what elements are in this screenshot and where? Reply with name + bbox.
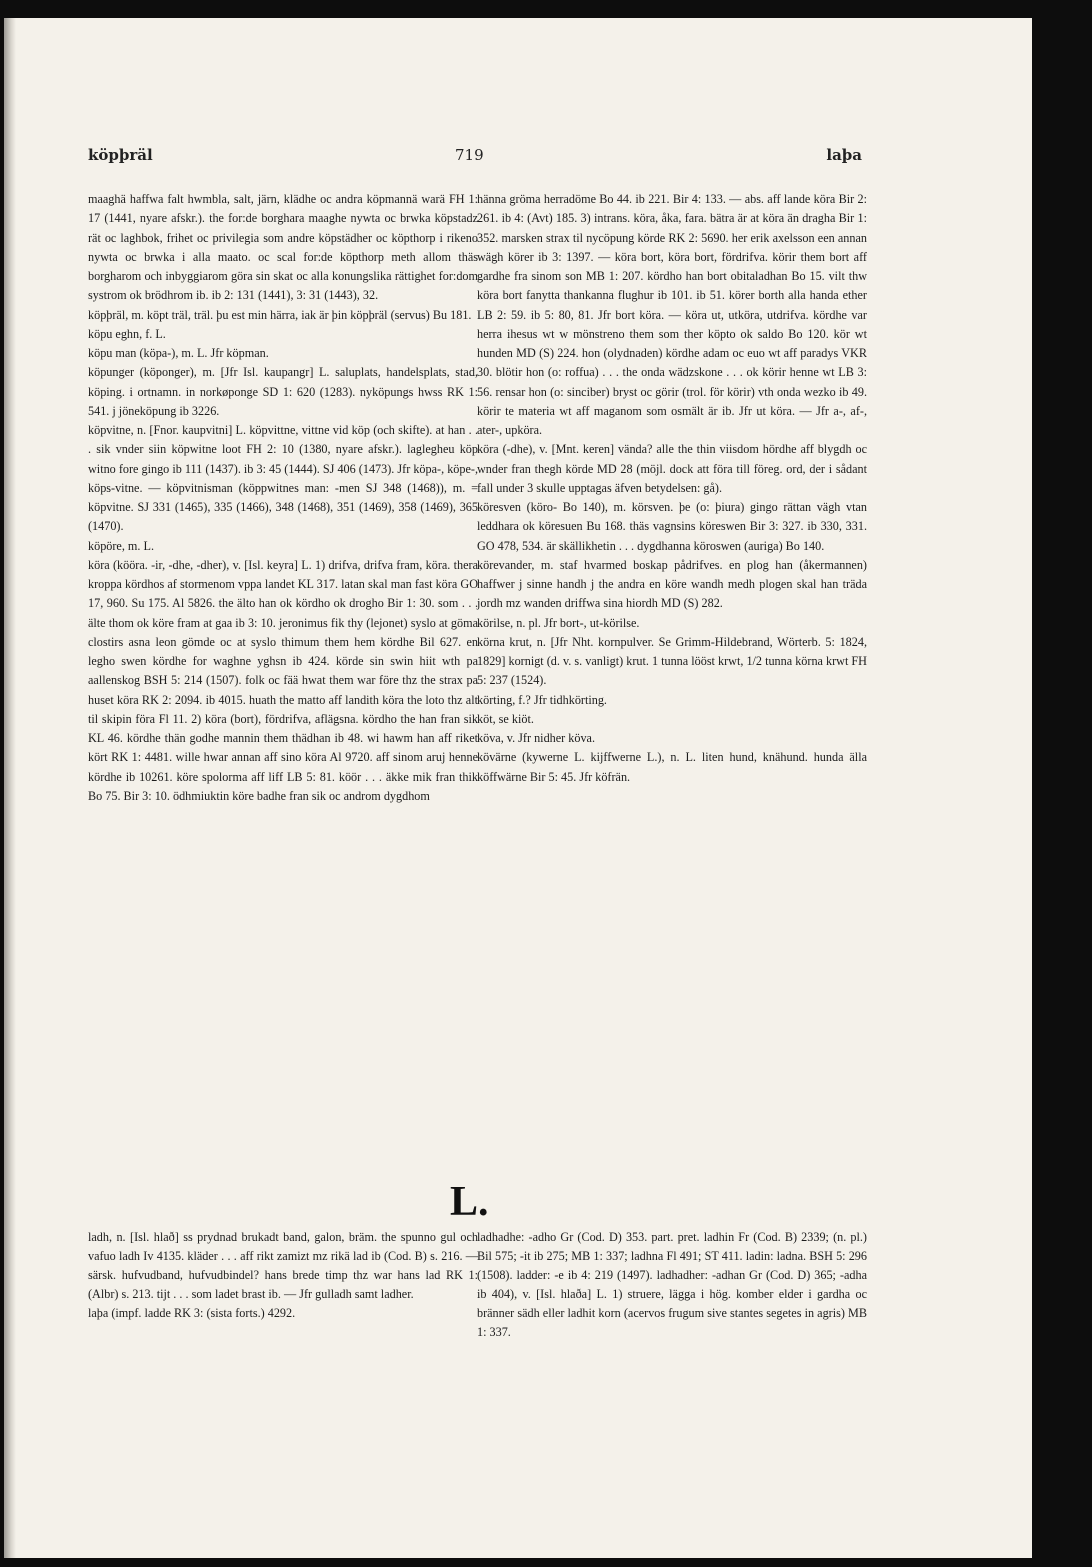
bottom-right-column: [477, 1228, 867, 1342]
entry-paragraph: köra (-dhe), v. [Mnt. keren] vända? alle the thin viisdom hördhe aff blygdh oc wnder fran thegh körde MD 28 (möjl. dock att föra till föreg. ord, der i sådant fall under 3 skulle upptagas äfven betydelsen: gå).: [477, 442, 867, 495]
entry-paragraph: ladh, n. [Isl. hlað] ss prydnad brukadt band, galon, bräm. the spunno gul och vafuo ladh Iv 4135. kläder . . . aff rikt zamizt mz rikä lad ib (Cod. B) s. 216. — särsk. hufvudband, hufvudbindel? hans brede timp thz war hans lad RK 1: (Albr) s. 213. tijt . . . som ladet brast ib. — Jfr gulladh samt ladher.: [88, 1230, 478, 1301]
bottom-left-column: [88, 1228, 478, 1323]
entry-paragraph: laþa (impf. ladde RK 3: (sista forts.) 4292.: [88, 1306, 296, 1320]
entry-paragraph: körilse, n. pl. Jfr bort-, ut-körilse.: [477, 615, 640, 630]
left-column: [88, 190, 478, 806]
entry-paragraph: ladhadhe: -adho Gr (Cod. D) 353. part. pret. ladhin Fr (Cod. B) 2339; (n. pl.) Bil 575; -it ib 275; MB 1: 337; ladhna Fl 491; ST 411. ladin: ladna. BSH 5: 296 (1508). ladder: -e ib 4: 219 (1497). ladhadher: -adhan Gr (Cod. D) 365; -adha ib 404), v. [Isl. hlaða] L. 1) struere, lägga i hög. komber elder i gardha oc bränner sädh eller ladhit korn (acervos frugum sive stantes segetes in agris) MB 1: 337.: [477, 1230, 867, 1339]
entry-paragraph: köra (kööra. -ir, -dhe, -dher), v. [Isl. keyra] L. 1) drifva, drifva fram, köra. thera kroppa kördhos af stormenom vppa landet KL 317. latan skal man fast köra GO 17, 960. Su 175. Al 5826. the älto han ok kördho ok drogho Bir 1: 30. som . . . älte thom ok köre fram at gaa ib 3: 10. jeronimus fik thy (lejonet) syslo at göma clostirs asna leon gömde oc at syslo thimum them hem kördhe Bil 627. en legho swen kördhe for waghne yghsn ib 424. körde sin swin hiit wth pa aallenskog BSH 5: 214 (1507). folk oc fää hwat them war före thz the strax pa huset köra RK 2: 2094. ib 4015. huath the matto aff landith köra the loto thz alt til skipin föra Fl 11. 2) köra (bort), fördrifva, aflägsna. kördho the han fran sik KL 46. kördhe thän godhe mannin them thädhan ib 48. wi hawm han aff riket kört RK 1: 4481. wille hwar annan aff sino köra Al 9720. aff sinom aruj henne kördhe ib 10261. köre spolorma aff liff LB 5: 81. köör . . . äkke mik fran thik Bo 75. Bir 3: 10. ödhmiuktin köre badhe fran sik oc androm dygdhom: [88, 557, 478, 803]
header-left-guideword: köpþräl: [88, 146, 153, 164]
entry-paragraph: kövärne (kywerne L. kijffwerne L.), n. L. liten hund, knähund. hunda älla köffwärne Bir 5: 45. Jfr köfrän.: [477, 750, 867, 784]
entry-paragraph: körevander, m. staf hvarmed boskap pådrifves. en plog han (åkermannen) haffwer j sinne handh j the andra en köre wandh medh plogen skal han träda jordh mz wanden driffwa sina hiordh MD (S) 282.: [477, 557, 867, 611]
entry-paragraph: köpunger (köponger), m. [Jfr Isl. kaupangr] L. saluplats, handelsplats, stad, köping. i ortnamn. in norkøponge SD 1: 620 (1283). nyköpungs hwss RK 1: 541. j jöneköpung ib 3226.: [88, 365, 478, 418]
page-number: 719: [455, 146, 484, 164]
entry-paragraph: maaghä haffwa falt hwmbla, salt, järn, klädhe oc andra köpmannä warä FH 1: 17 (1441, nyare afskr.). the for:de borghara maaghe nywta oc brwka köpstadz rät oc laghbok, frihet oc privilegia som andre köpstädher oc köpthorp i rikeno nywta oc brwka i alla maato. oc scal for:de köpthorp meth allom thäs borgharom och inbyggiarom göra sin skat oc alla konungslika rättighet for:dom systrom ok brödhrom ib. ib 2: 131 (1441), 3: 31 (1443), 32.: [88, 192, 478, 303]
entry-paragraph: köpöre, m. L.: [88, 538, 155, 553]
entry-paragraph: körna krut, n. [Jfr Nht. kornpulver. Se Grimm-Hildebrand, Wörterb. 5: 1824, 1829] kornigt (d. v. s. vanligt) krut. 1 tunna lööst krwt, 1/2 tunna körna krwt FH 5: 237 (1524).: [477, 634, 867, 688]
entry-paragraph: köpvitne, n. [Fnor. kaupvitni] L. köpvittne, vittne vid köp (och skifte). at han . . . sik vnder siin köpwitne loot FH 2: 10 (1380, nyare afskr.). laglegheu köp witno fore gingo ib 111 (1437). ib 3: 45 (1444). SJ 406 (1473). Jfr köpa-, köpe-, köps-vitne. — köpvitnisman (köppwitnes man: -men SJ 348 (1468)), m. = köpvitne. SJ 331 (1465), 335 (1466), 348 (1468), 351 (1469), 358 (1469), 365 (1470).: [88, 423, 478, 534]
entry-paragraph: köpþräl, m. köpt träl, träl. þu est min härra, iak är þin köpþräl (servus) Bu 181.: [88, 307, 472, 322]
right-column: [477, 190, 867, 787]
entry-paragraph: köt, se kiöt.: [477, 711, 534, 726]
dictionary-page: [4, 18, 1032, 1558]
entry-paragraph: köpu eghn, f. L.: [88, 326, 166, 341]
entry-paragraph: köva, v. Jfr nidher köva.: [477, 731, 596, 745]
page-spine-shadow: [4, 18, 16, 1558]
section-letter-heading: L.: [450, 1179, 489, 1225]
header-right-guideword: laþa: [826, 146, 862, 164]
entry-paragraph: köresven (köro- Bo 140), m. körsven. þe (o: þiura) gingo rättan vägh vtan leddhara ok köresuen Bu 168. thäs vagnsins köreswen Bir 3: 327. ib 330, 331. GO 478, 534. är skällikhetin . . . dygdhanna köroswen (auriga) Bo 140.: [477, 500, 867, 553]
entry-paragraph: hänna gröma herradöme Bo 44. ib 221. Bir 4: 133. — abs. aff lande köra Bir 2: 261. ib 4: (Avt) 185. 3) intrans. köra, åka, fara. bätra är at köra än dragha Bir 1: 352. marsken strax til nycöpung körde RK 2: 5690. her erik axelsson een annan wägh körer ib 3: 1397. — köra bort, köra bort, fördrifva. körir them bort aff gardhe fra sinom son MB 1: 207. kördho han bort obitaladhan Bo 15. vilt thw köra bort fanytta thankanna flughur ib 101. ib 51. körer borth alla handa ether LB 2: 59. ib 5: 80, 81. Jfr bort köra. — köra ut, utköra, utdrifva. kördhe var herra ihesus wt w mönstreno them som ther köpto ok saldo Bo 120. kör wt hunden MD (S) 224. hon (olydnaden) kördhe adam oc euo wt aff paradys VKR 30. blötir hon (o: roffua) . . . the onda wädzskone . . . ok körir henne wt LB 3: 56. rensar hon (o: sinciber) bryst oc görir (trol. för körir) vth onda wezko ib 49. körir te materia wt aff maganom som osmält är ib. Jfr ut köra. — Jfr a-, af-, ater-, upköra.: [477, 192, 867, 437]
entry-paragraph: köpu man (köpa-), m. L. Jfr köpman.: [88, 346, 269, 360]
entry-paragraph: körting, f.? Jfr tidhkörting.: [477, 692, 607, 707]
